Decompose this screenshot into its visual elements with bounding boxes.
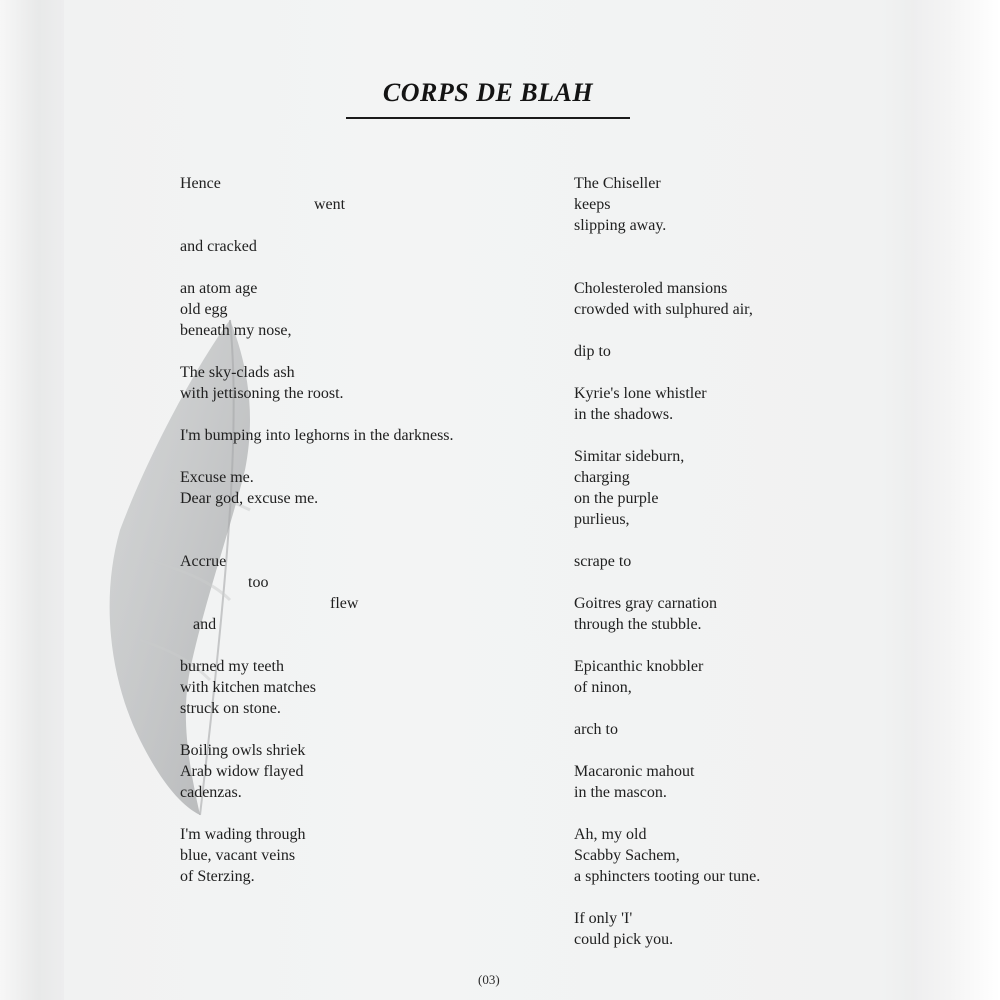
poem-line: slipping away.: [574, 217, 667, 234]
poem-line: with jettisoning the roost.: [180, 385, 344, 402]
poem-line: Kyrie's lone whistler: [574, 385, 707, 402]
poem-line: beneath my nose,: [180, 322, 292, 339]
poem-line: I'm wading through: [180, 826, 306, 843]
poem-line: blue, vacant veins: [180, 847, 296, 864]
poem-line: through the stubble.: [574, 616, 702, 633]
poem-line: Accrue: [180, 553, 227, 570]
page-number: (03): [478, 972, 500, 987]
poem-line: of Sterzing.: [180, 868, 255, 885]
poem-line: Arab widow flayed: [180, 763, 304, 780]
poem-line: If only 'I': [574, 910, 633, 927]
poem-line: Macaronic mahout: [574, 763, 695, 780]
poem-line: too: [248, 574, 269, 591]
poem-line: in the mascon.: [574, 784, 667, 801]
poem-line: in the shadows.: [574, 406, 674, 423]
poem-line: keeps: [574, 196, 611, 213]
poem-line: burned my teeth: [180, 658, 284, 675]
poem-line: Goitres gray carnation: [574, 595, 718, 612]
poem-line: charging: [574, 469, 630, 486]
title-underline: [346, 117, 630, 119]
poem-line: and cracked: [180, 238, 257, 255]
poem-line: Dear god, excuse me.: [180, 490, 319, 507]
poem-line: struck on stone.: [180, 700, 281, 717]
poem-line: Hence: [180, 175, 221, 192]
poem-line: Simitar sideburn,: [574, 448, 685, 465]
poem-line: arch to: [574, 721, 618, 738]
poem-line: a sphincters tooting our tune.: [574, 868, 761, 885]
poem-line: of ninon,: [574, 679, 632, 696]
poem-line: crowded with sulphured air,: [574, 301, 753, 318]
poem-line: cadenzas.: [180, 784, 242, 801]
poem-line: Scabby Sachem,: [574, 847, 680, 864]
poem-line: flew: [330, 595, 359, 612]
page-edge-shadow: [0, 0, 64, 1000]
poem-line: The sky-clads ash: [180, 364, 295, 381]
poem-line: and: [193, 616, 217, 633]
page-edge-highlight: [914, 0, 1000, 1000]
poem-line: Ah, my old: [574, 826, 647, 843]
poem-line: Boiling owls shriek: [180, 742, 306, 759]
poem-line: dip to: [574, 343, 611, 360]
poem-line: I'm bumping into leghorns in the darkness.: [180, 427, 454, 444]
poem-line: old egg: [180, 301, 228, 318]
poem-line: Epicanthic knobbler: [574, 658, 704, 675]
poem-line: Excuse me.: [180, 469, 254, 486]
poem-line: went: [314, 196, 346, 213]
poem-line: with kitchen matches: [180, 679, 316, 696]
poem-line: The Chiseller: [574, 175, 661, 192]
poem-line: on the purple: [574, 490, 659, 507]
poem-line: Cholesteroled mansions: [574, 280, 728, 297]
poem-title: CORPS DE BLAH: [382, 78, 594, 107]
poem-line: scrape to: [574, 553, 632, 570]
poem-line: could pick you.: [574, 931, 674, 948]
poem-line: purlieus,: [574, 511, 630, 528]
poem-line: an atom age: [180, 280, 258, 297]
